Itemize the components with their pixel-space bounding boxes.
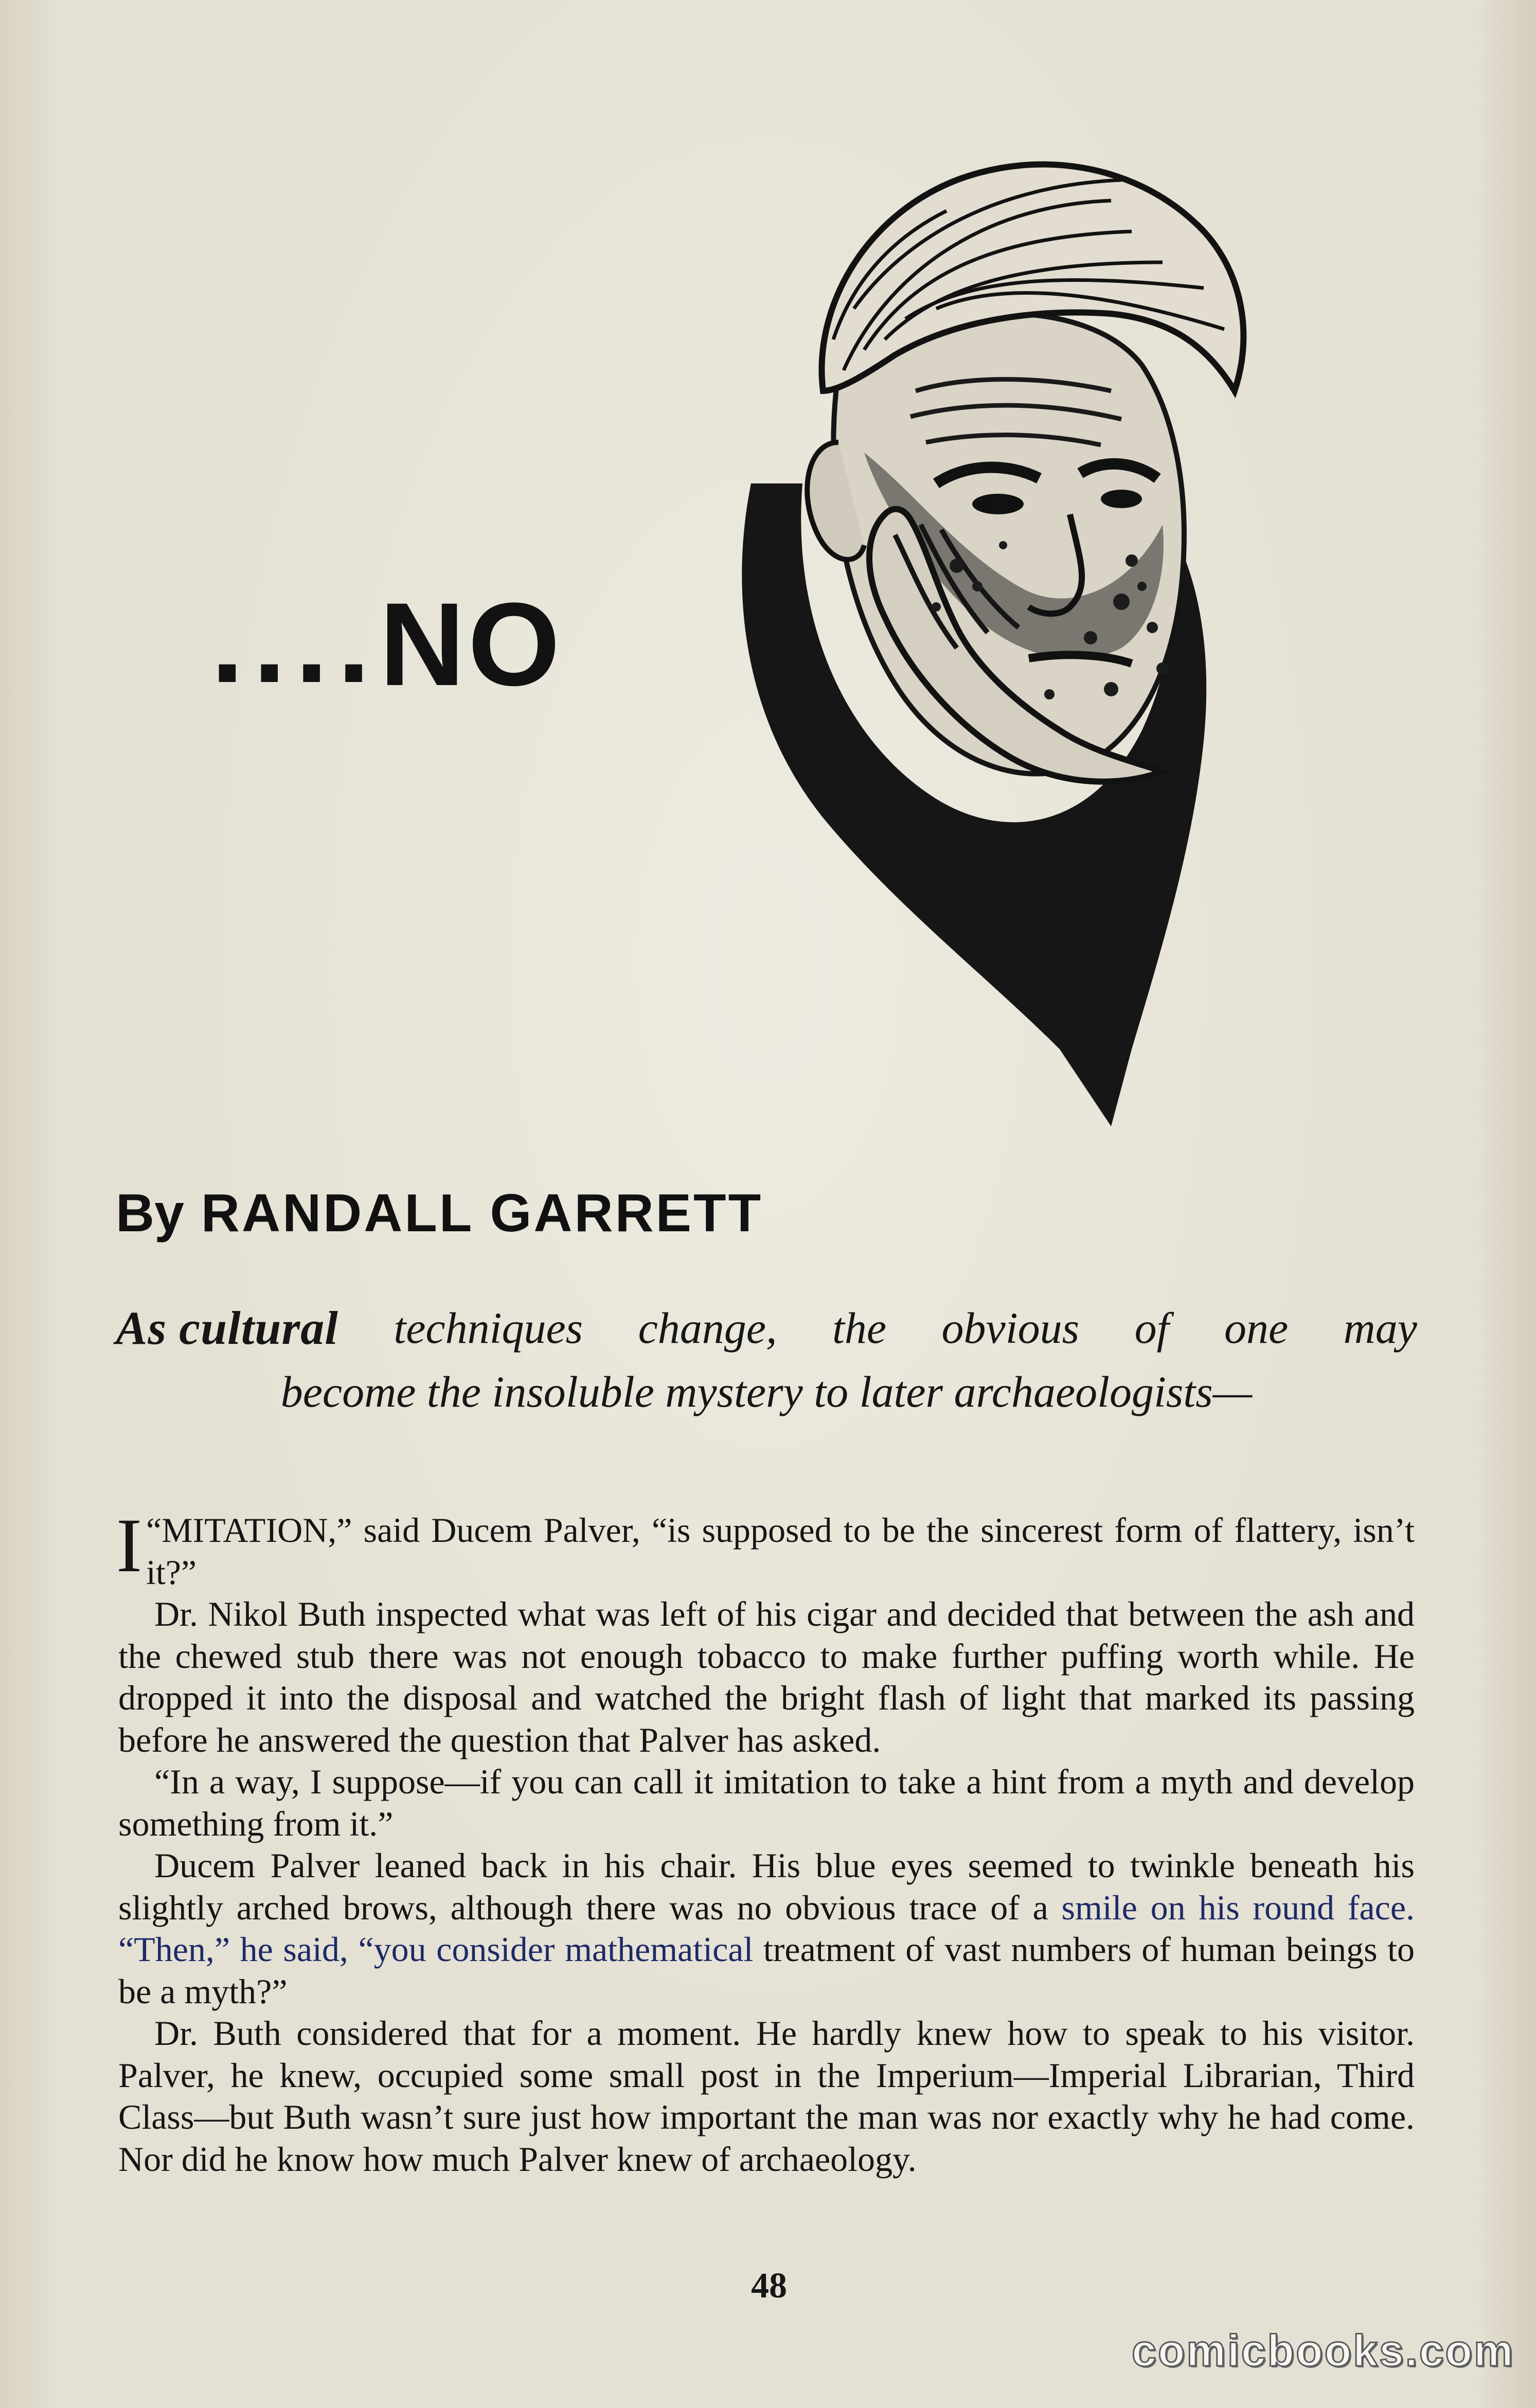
right-eye xyxy=(1101,490,1142,508)
paragraph-text: treatment of vast numbers of human beings to be a myth?” xyxy=(118,1930,1415,2011)
paragraph-text: MITATION,” said Ducem Palver, “is supposed to be the sincerest form of flattery, isn’t it?” xyxy=(146,1511,1415,1592)
story-title xyxy=(211,576,563,712)
author-name: RANDALL GARRETT xyxy=(201,1183,763,1243)
paragraph: “In a way, I suppose—if you can call it imitation to take a hint from a myth and develop something from it.” xyxy=(118,1762,1415,1843)
paragraph xyxy=(118,1845,1415,2012)
story-teaser xyxy=(116,1296,1417,1424)
paragraph: Dr. Nikol Buth inspected what was left of his cigar and decided that between the ash and the chewed stub there was not enough tobacco to make further puffing worth while. He dropped it into the disposal and watched the bright flash of light that marked its passing before he answered the question that Palver has asked. xyxy=(118,1594,1415,1759)
teaser-word: change, xyxy=(638,1303,777,1353)
portrait-illustration xyxy=(669,123,1389,1152)
drop-cap: I xyxy=(116,1503,142,1588)
paragraph-text: Ducem Palver leaned back in his chair. His blue eyes seemed to twinkle beneath his slightly arched brows, although there was no obvious trace of a xyxy=(118,1846,1415,1927)
paragraph: Dr. Buth considered that for a moment. He hardly knew how to speak to his visitor. Palver, he knew, occupied some small post in the Imperium—Imperial Librarian, Third Class—but Buth wasn’t sure just how important the man was nor exactly why he had come. Nor did he know how much Palver knew of archaeology. xyxy=(118,2014,1415,2179)
teaser-line-2: become the insoluble mystery to later archaeologists— xyxy=(280,1367,1253,1416)
title-word: NO xyxy=(379,578,563,710)
teaser-word: of xyxy=(1134,1303,1169,1353)
byline xyxy=(116,1183,763,1244)
paragraph xyxy=(116,1503,1415,1593)
teaser-word: the xyxy=(832,1303,887,1353)
teaser-line-1 xyxy=(116,1296,1417,1360)
title-ellipsis: .... xyxy=(211,575,380,707)
teaser-word: one xyxy=(1224,1303,1289,1353)
byline-prefix: By xyxy=(116,1183,184,1243)
left-eye xyxy=(972,494,1024,514)
teaser-word: obvious xyxy=(941,1303,1080,1353)
site-watermark: comicbooks.com xyxy=(1132,2326,1515,2376)
page-number: 48 xyxy=(751,2266,787,2306)
teaser-lead: As cultural xyxy=(116,1302,338,1354)
opening-quote: “ xyxy=(146,1511,162,1550)
teaser-word: may xyxy=(1343,1303,1417,1353)
teaser-word: techniques xyxy=(394,1303,583,1353)
story-body xyxy=(116,1503,1415,2180)
paragraph-text-blue: smile on his round face. “Then,” he said, “you consider mathematical xyxy=(118,1888,1415,1969)
